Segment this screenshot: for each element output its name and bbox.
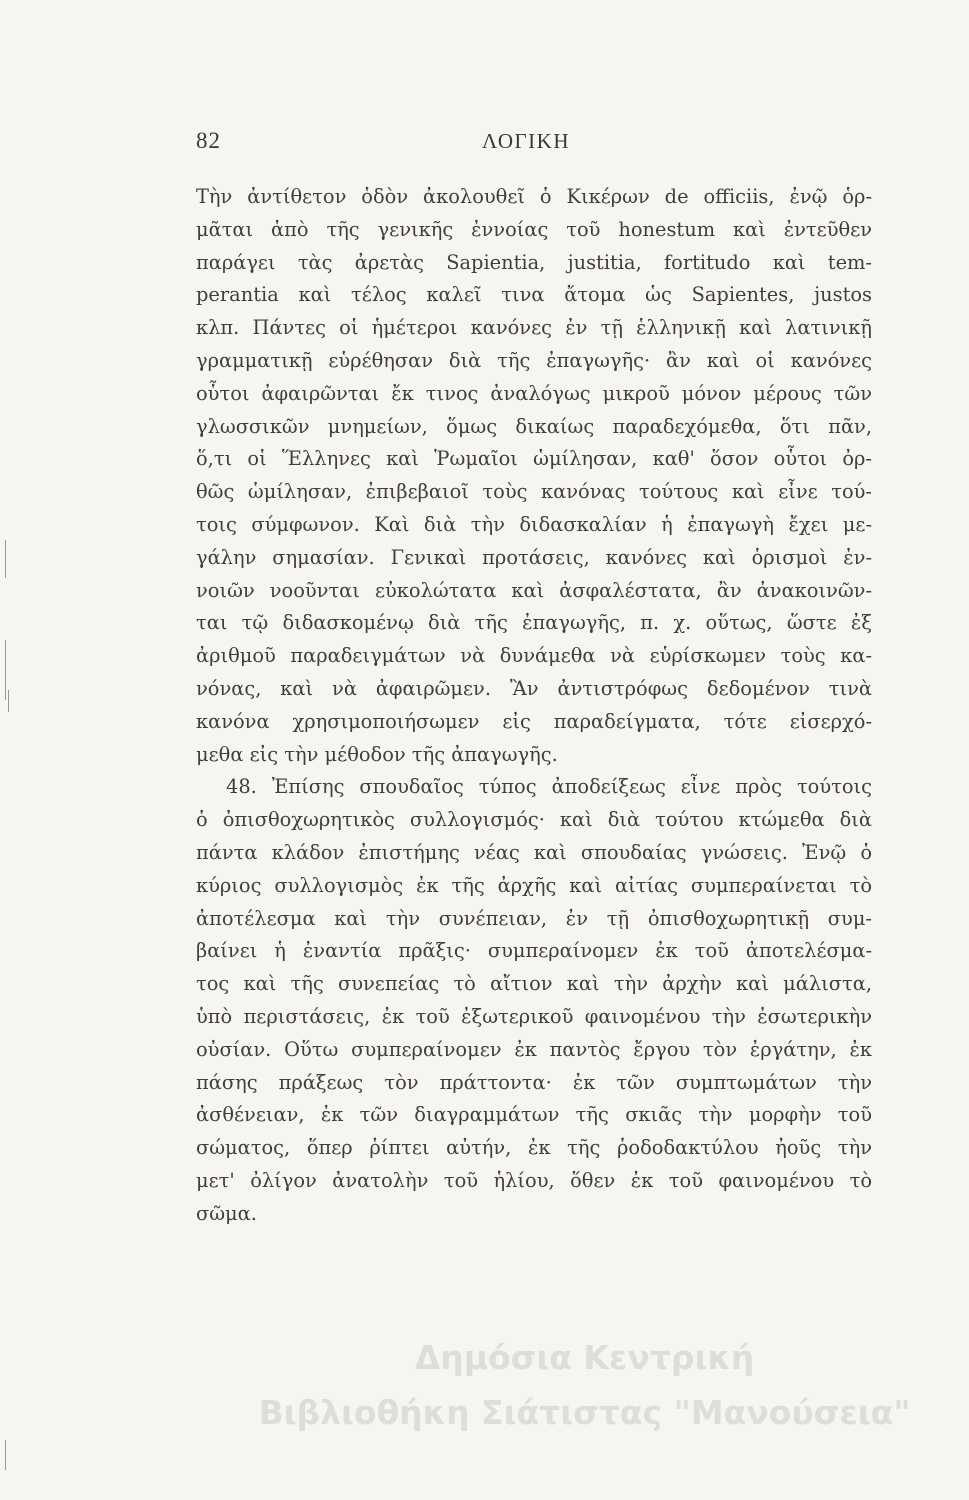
text-line: θῶς ὡμίλησαν, ἐπιβεβαιοῖ τοὺς κανόνας τούτους καὶ εἶνε τού- [196,480,872,504]
body-text [196,181,872,1231]
text-line: ὁ ὀπισθοχωρητικὸς συλλογισμός· καὶ διὰ τούτου κτώμεθα διὰ [196,808,872,832]
text-line: μᾶται ἀπὸ τῆς γενικῆς ἐννοίας τοῦ honestum καὶ ἐντεῦθεν [196,217,872,241]
text-line: μεθα εἰς τὴν μέθοδον τῆς ἀπαγωγῆς. [196,742,558,766]
text-line: Τὴν ἀντίθετον ὁδὸν ἀκολουθεῖ ὁ Κικέρων de officiis, ἐνῷ ὁρ- [196,185,872,208]
library-watermark-line-1: Δημόσια Κεντρική [414,1338,755,1377]
text-line: γλωσσικῶν μνημείων, ὅμως δικαίως παραδεχόμεθα, ὅτι πᾶν, [196,414,872,438]
section-48-start: 48. Ἐπίσης σπουδαῖος τύπος ἀποδείξεως εἶνε πρὸς τούτοις [226,775,872,799]
page-number: 82 [196,128,221,153]
text-line: παράγει τὰς ἀρετὰς Sapientia, justitia, fortitudo καὶ tem- [196,250,872,274]
text-line: σώματος, ὅπερ ῥίπτει αὐτήν, ἐκ τῆς ῥοδοδακτύλου ἠοῦς τὴν [196,1136,872,1160]
text-line: κλπ. Πάντες οἱ ἡμέτεροι κανόνες ἐν τῇ ἑλληνικῇ καὶ λατινικῇ [196,316,872,340]
text-line: μετ' ὀλίγον ἀνατολὴν τοῦ ἡλίου, ὅθεν ἐκ τοῦ φαινομένου τὸ [196,1168,872,1192]
text-line: νοιῶν νοοῦνται εὐκολώτατα καὶ ἀσφαλέστατα, ἂν ἀνακοινῶν- [196,578,872,602]
text-line: οὗτοι ἀφαιρῶνται ἔκ τινος ἀναλόγως μικροῦ μόνον μέρους τῶν [196,381,872,405]
text-line: οὐσίαν. Οὕτω συμπεραίνομεν ἐκ παντὸς ἔργου τὸν ἐργάτην, ἐκ [196,1037,872,1061]
text-line: ἀποτέλεσμα καὶ τὴν συνέπειαν, ἐν τῇ ὀπισθοχωρητικῇ συμ- [196,906,872,930]
text-line: κανόνα χρησιμοποιήσωμεν εἰς παραδείγματα, τότε εἰσερχό- [196,709,872,733]
page-edge-marks [0,0,14,1500]
text-line: γάλην σημασίαν. Γενικαὶ προτάσεις, κανόνες καὶ ὁρισμοὶ ἐν- [196,545,872,569]
text-line: κύριος συλλογισμὸς ἐκ τῆς ἀρχῆς καὶ αἰτίας συμπεραίνεται τὸ [196,873,872,897]
running-title: ΛΟΓΙΚΗ [482,129,570,153]
text-line: perantia καὶ τέλος καλεῖ τινα ἄτομα ὡς Sapientes, justos [196,283,872,307]
text-line: ται τῷ διδασκομένῳ διὰ τῆς ἐπαγωγῆς, π. χ. οὕτως, ὥστε ἐξ [196,611,872,635]
text-line: βαίνει ἡ ἐναντία πρᾶξις· συμπεραίνομεν ἐκ τοῦ ἀποτελέσμα- [196,939,872,963]
text-line: ἀριθμοῦ παραδειγμάτων νὰ δυνάμεθα νὰ εὑρίσκωμεν τοὺς κα- [196,644,872,668]
text-line: ἀσθένειαν, ἐκ τῶν διαγραμμάτων τῆς σκιᾶς τὴν μορφὴν τοῦ [196,1103,872,1127]
text-line: πάσης πράξεως τὸν πράττοντα· ἐκ τῶν συμπτωμάτων τὴν [196,1070,872,1094]
text-line: τοις σύμφωνον. Καὶ διὰ τὴν διδασκαλίαν ἡ ἐπαγωγὴ ἔχει με- [196,512,872,536]
text-line: τος καὶ τῆς συνεπείας τὸ αἴτιον καὶ τὴν ἀρχὴν καὶ μάλιστα, [196,972,872,996]
text-line: πάντα κλάδον ἐπιστήμης νέας καὶ σπουδαίας γνώσεις. Ἐνῷ ὁ [196,840,872,864]
text-line: γραμματικῇ εὑρέθησαν διὰ τῆς ἐπαγωγῆς· ἂν καὶ οἱ κανόνες [196,348,872,372]
text-line: ὅ,τι οἱ Ἕλληνες καὶ Ῥωμαῖοι ὡμίλησαν, καθ' ὅσον οὗτοι ὀρ- [196,447,872,471]
text-line: νόνας, καὶ νὰ ἀφαιρῶμεν. Ἂν ἀντιστρόφως δεδομένον τινὰ [196,676,872,700]
library-watermark-line-2: Βιβλιοθήκη Σιάτιστας "Μανούσεια" [258,1393,911,1432]
text-line: ὑπὸ περιστάσεις, ἐκ τοῦ ἐξωτερικοῦ φαινομένου τὴν ἐσωτερικὴν [196,1004,872,1028]
text-line: σῶμα. [196,1201,257,1225]
